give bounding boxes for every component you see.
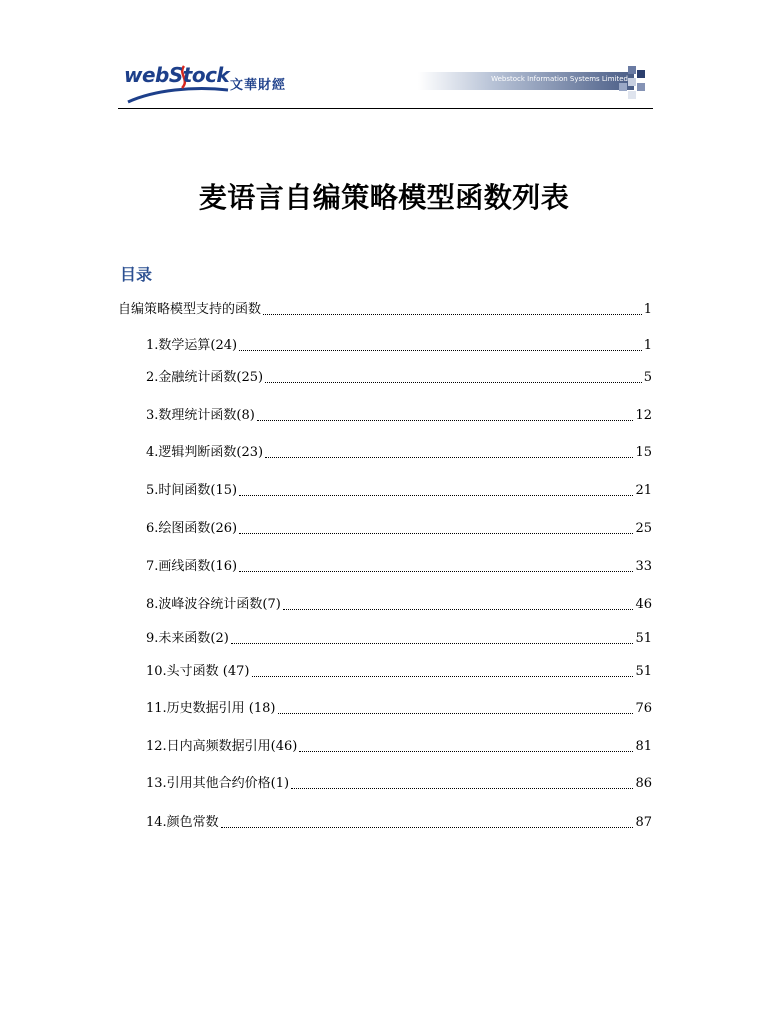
toc-leader-dots <box>291 787 633 789</box>
toc-entry-label: 14.颜色常数 <box>146 815 219 830</box>
toc-leader-dots <box>239 532 633 534</box>
toc-entry-label: 12.日内高频数据引用(46) <box>146 739 298 754</box>
toc-leader-dots <box>239 570 633 572</box>
toc-leader-dots <box>239 349 642 351</box>
toc-entry-line-drawing[interactable] <box>146 555 652 575</box>
toc-entry-logic[interactable] <box>146 441 652 461</box>
toc-entry-page: 87 <box>635 815 652 830</box>
toc-entry-position[interactable] <box>146 660 652 680</box>
toc-entry-financial-stats[interactable] <box>146 366 652 386</box>
webstock-logo <box>124 60 234 104</box>
toc-entry-label: 3.数理统计函数(8) <box>146 408 255 423</box>
toc-entry-label: 5.时间函数(15) <box>146 483 238 498</box>
toc-entry-page: 81 <box>635 739 652 754</box>
toc-leader-dots <box>278 712 634 714</box>
toc-entry-intraday-ref[interactable] <box>146 735 652 755</box>
toc-entry-label: 9.未来函数(2) <box>146 631 229 646</box>
toc-entry-label: 11.历史数据引用 (18) <box>146 701 276 716</box>
toc-entry-page: 33 <box>635 559 652 574</box>
toc-entry-time[interactable] <box>146 479 652 499</box>
toc-heading: 目录 <box>120 265 153 284</box>
toc-entry-label: 13.引用其他合约价格(1) <box>146 776 290 791</box>
toc-leader-dots <box>263 313 642 315</box>
toc-leader-dots <box>221 826 634 828</box>
logo-wordmark <box>124 63 229 87</box>
toc-entry-page: 15 <box>635 445 652 460</box>
toc-leader-dots <box>231 642 634 644</box>
logo-stock-text: Stock <box>168 63 230 87</box>
toc-leader-dots <box>283 608 634 610</box>
decorative-squares-icon <box>606 66 646 100</box>
toc-entry-page: 51 <box>635 631 652 646</box>
toc-entry-supported-functions[interactable] <box>118 298 652 318</box>
toc-entry-drawing[interactable] <box>146 517 652 537</box>
logo-web-text: web <box>124 63 169 87</box>
toc-entry-peak-trough[interactable] <box>146 593 652 613</box>
toc-entry-history-ref[interactable] <box>146 697 652 717</box>
toc-entry-other-contract[interactable] <box>146 772 652 792</box>
toc-entry-label: 2.金融统计函数(25) <box>146 370 264 385</box>
toc-entry-page: 12 <box>635 408 652 423</box>
toc-entry-page: 76 <box>635 701 652 716</box>
toc-entry-page: 1 <box>643 338 652 353</box>
header-rule <box>118 108 653 109</box>
toc-entry-label: 8.波峰波谷统计函数(7) <box>146 597 281 612</box>
company-banner <box>418 72 634 90</box>
document-title: 麦语言自编策略模型函数列表 <box>198 181 570 214</box>
toc-entry-page: 21 <box>635 483 652 498</box>
toc-entry-label: 7.画线函数(16) <box>146 559 238 574</box>
toc-leader-dots <box>265 381 642 383</box>
toc-leader-dots <box>265 456 633 458</box>
toc-entry-page: 86 <box>635 776 652 791</box>
toc-entry-label: 10.头寸函数 (47) <box>146 664 250 679</box>
toc-entry-label: 1.数学运算(24) <box>146 338 238 353</box>
toc-entry-page: 25 <box>635 521 652 536</box>
toc-leader-dots <box>299 750 633 752</box>
toc-entry-page: 46 <box>635 597 652 612</box>
toc-entry-math[interactable] <box>146 334 652 354</box>
company-tagline: Webstock Information Systems Limited <box>491 75 628 83</box>
toc-entry-math-stats[interactable] <box>146 404 652 424</box>
toc-entry-label: 自编策略模型支持的函数 <box>118 302 262 317</box>
toc-entry-label: 6.绘图函数(26) <box>146 521 238 536</box>
page-header <box>118 58 653 110</box>
toc-leader-dots <box>257 419 634 421</box>
toc-entry-page: 1 <box>643 302 652 317</box>
toc-entry-page: 5 <box>643 370 652 385</box>
toc-entry-future[interactable] <box>146 627 652 647</box>
toc-entry-color-constants[interactable] <box>146 811 652 831</box>
toc-leader-dots <box>252 675 634 677</box>
toc-leader-dots <box>239 494 633 496</box>
toc-entry-label: 4.逻辑判断函数(23) <box>146 445 264 460</box>
company-chinese-name: 文華財經 <box>230 78 287 93</box>
toc-entry-page: 51 <box>635 664 652 679</box>
